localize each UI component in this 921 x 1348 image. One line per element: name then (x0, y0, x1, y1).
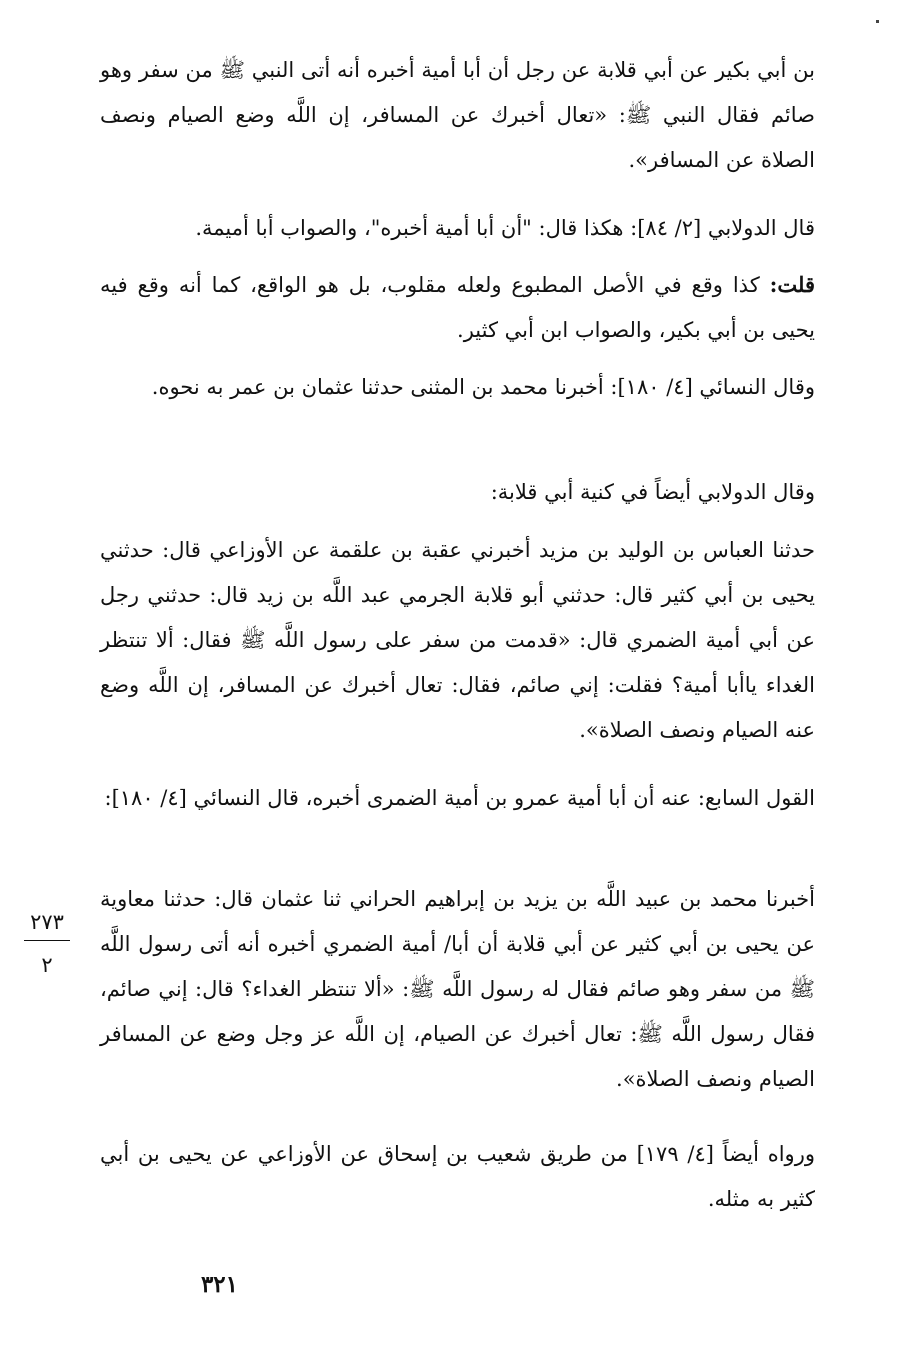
qult-label: قلت: (769, 272, 815, 297)
paragraph-dulabi-comment (100, 206, 815, 251)
paragraph-shuayb-route (100, 1132, 815, 1222)
paragraph-text: أخبرنا محمد بن عبيد اللَّه بن يزيد بن إبراهيم الحراني ثنا عثمان قال: حدثنا معاوية عن يحيى بن أبي كثير عن أبي قلابة أن أبا/ أمية الضمري أخبره أنه أتى رسول اللَّه ﷺ من سفر وهو صائم فقال له رسول اللَّه ﷺ: «ألا تنتظر الغداء؟ قال: إني صائم، فقال رسول اللَّه ﷺ: تعال أخبرك عن الصيام، إن اللَّه عز وجل وضع عن المسافر الصيام ونصف الصلاة». (100, 887, 815, 1091)
paragraph-text: بن أبي بكير عن أبي قلابة عن رجل أن أبا أمية أخبره أنه أتى النبي ﷺ من سفر وهو صائم فقال النبي ﷺ: «تعال أخبرك عن المسافر، إن اللَّه وضع الصيام ونصف الصلاة عن المسافر». (100, 58, 815, 172)
paragraph-text: وقال النسائي [٤/ ١٨٠]: أخبرنا محمد بن المثنى حدثنا عثمان بن عمر به نحوه. (151, 375, 815, 399)
paragraph-text: وقال الدولابي أيضاً في كنية أبي قلابة: (490, 480, 815, 504)
margin-folio-number: ٢٧٣ (30, 910, 64, 934)
paragraph-seventh-opinion (100, 776, 815, 821)
paragraph-text: القول السابع: عنه أن أبا أمية عمرو بن أمية الضمرى أخبره، قال النسائي [٤/ ١٨٠]: (104, 786, 815, 810)
page-number: ٣٢١ (200, 1271, 238, 1298)
scan-speck (876, 20, 879, 23)
manuscript-folio-reference (18, 908, 76, 979)
paragraph-text: حدثنا العباس بن الوليد بن مزيد أخبرني عقبة بن علقمة عن الأوزاعي قال: حدثني يحيى بن أبي كثير قال: حدثني أبو قلابة الجرمي عبد اللَّه بن زيد قال: حدثني رجل عن أبي أمية الضمري قال: «قدمت من سفر على رسول اللَّه ﷺ فقال: ألا تنتظر الغداء ياأبا أمية؟ فقلت: إني صائم، فقال: تعال أخبرك عن المسافر، إن اللَّه وضع عنه الصيام ونصف الصلاة». (100, 538, 815, 742)
paragraph-text: ورواه أيضاً [٤/ ١٧٩] من طريق شعيب بن إسحاق عن الأوزاعي عن يحيى بن أبي كثير به مثله. (100, 1142, 815, 1211)
paragraph-harrani-isnad (100, 877, 815, 1102)
qult-body: كذا وقع في الأصل المطبوع ولعله مقلوب، بل هو الواقع، كما أنه وقع فيه يحيى بن أبي بكير، والصواب ابن أبي كثير. (100, 273, 815, 342)
paragraph-hadith-abu-qilaba (100, 48, 815, 183)
paragraph-text: قال الدولابي [٢/ ٨٤]: هكذا قال: "أن أبا أمية أخبره"، والصواب أبا أميمة. (195, 216, 815, 240)
paragraph-qult-note (100, 262, 815, 353)
paragraph-abbas-isnad (100, 528, 815, 753)
margin-folio-side: ٢ (41, 953, 53, 977)
paragraph-nasai-citation (100, 365, 815, 410)
margin-divider (24, 940, 70, 941)
paragraph-text (100, 262, 815, 353)
paragraph-dulabi-kunya (100, 470, 815, 515)
